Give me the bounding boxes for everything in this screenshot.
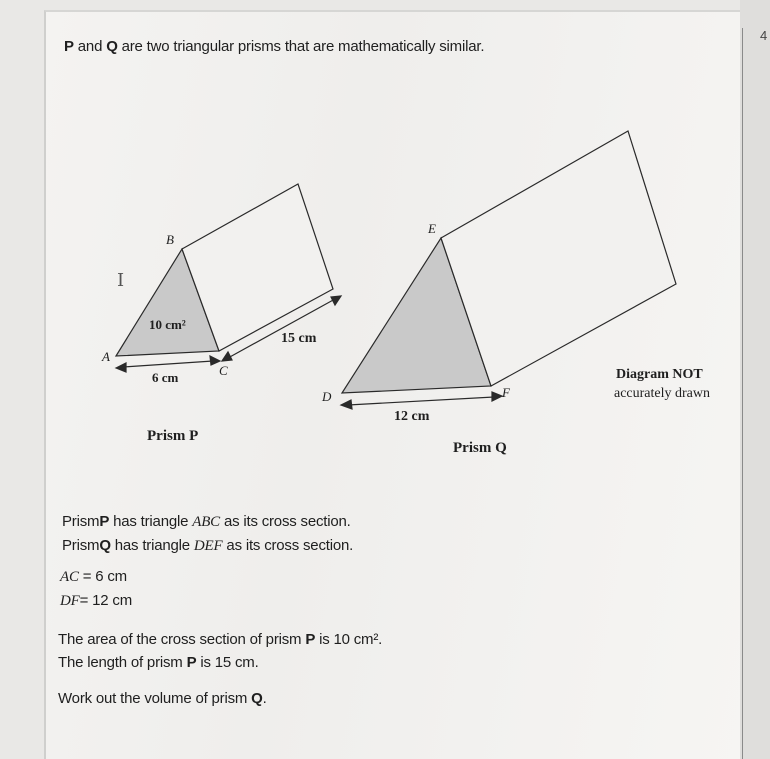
intro-rest: are two triangular prisms that are mathematically similar. — [121, 38, 485, 55]
line1-has-triangle: has triangle — [113, 513, 189, 530]
prism-p-area-label: 10 cm² — [149, 317, 186, 332]
length-statement — [58, 654, 259, 671]
line2-def: DEF — [193, 538, 223, 554]
ac-value: = 6 cm — [82, 568, 127, 585]
line2-q: Q — [99, 537, 111, 554]
prism-p-length-label: 15 cm — [281, 331, 317, 346]
vertex-d-label: D — [322, 389, 332, 404]
vertex-b-label: B — [166, 232, 174, 247]
vertex-c-label: C — [219, 363, 228, 378]
task-period: . — [262, 690, 267, 707]
task-q: Q — [251, 690, 263, 707]
text-cursor-icon: I — [117, 270, 125, 291]
ac-variable: AC — [60, 569, 79, 585]
task-text: Work out the volume of prism — [58, 690, 248, 707]
area-text: The area of the cross section of prism — [58, 631, 302, 648]
line2-has-triangle: has triangle — [114, 537, 190, 554]
df-value: = 12 cm — [79, 592, 132, 609]
df-variable: DF — [60, 593, 80, 609]
page-marker: 4 — [760, 28, 768, 43]
prism-q-caption: Prism Q — [453, 440, 507, 456]
area-value: is 10 cm². — [319, 631, 383, 648]
line2-prism: Prism — [62, 537, 100, 554]
area-statement — [58, 631, 382, 648]
line1-p: P — [99, 513, 110, 530]
area-p: P — [305, 631, 316, 648]
ac-measurement — [60, 568, 127, 586]
diagram-note-line1: Diagram NOT — [616, 367, 703, 382]
task-statement — [58, 690, 267, 707]
diagram-note-line2: accurately drawn — [614, 386, 710, 401]
line1-rest: as its cross section. — [223, 513, 351, 530]
line1-abc: ABC — [192, 514, 220, 530]
intro-prism-p: P — [64, 38, 74, 55]
prism-p-base-label: 6 cm — [152, 370, 179, 385]
vertex-f-label: F — [502, 385, 510, 400]
length-value: is 15 cm. — [200, 654, 259, 671]
intro-prism-q: Q — [106, 38, 118, 55]
vertex-a-label: A — [102, 349, 110, 364]
intro-and: and — [77, 38, 103, 55]
prism-q-base-arrow — [341, 392, 502, 409]
line1-prism: Prism — [62, 513, 100, 530]
cross-section-p-line — [62, 513, 351, 531]
length-p: P — [186, 654, 197, 671]
length-text: The length of prism — [58, 654, 183, 671]
prism-q-shape — [342, 131, 676, 393]
cross-section-q-line — [62, 537, 353, 555]
line2-rest: as its cross section. — [226, 537, 354, 554]
vertex-e-label: E — [428, 221, 436, 236]
prism-q-base-label: 12 cm — [394, 409, 430, 424]
prism-p-caption: Prism P — [147, 428, 199, 444]
df-measurement — [60, 592, 132, 610]
